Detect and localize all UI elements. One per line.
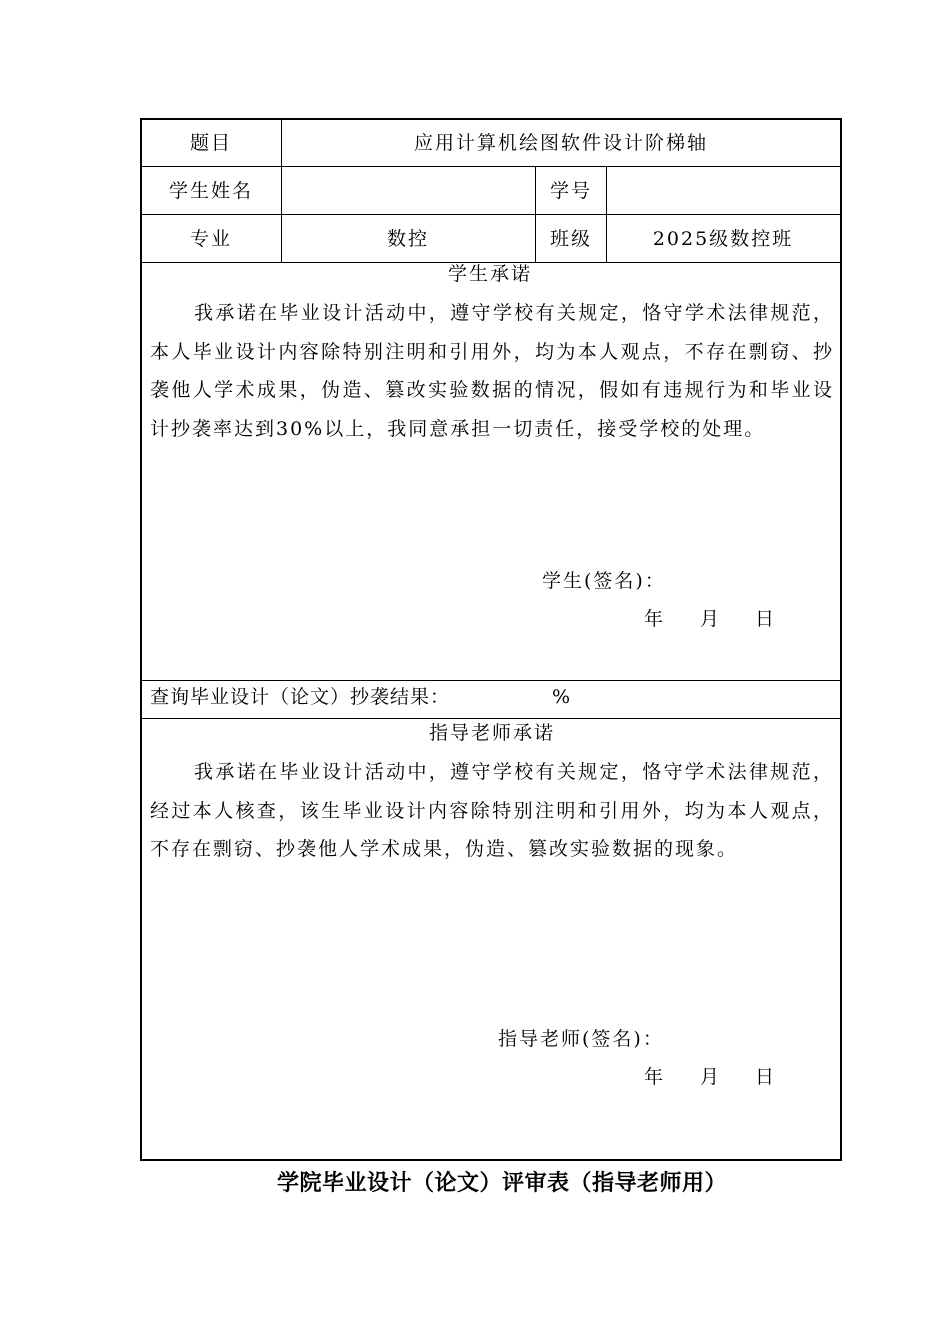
title-value: 应用计算机绘图软件设计阶梯轴 xyxy=(413,132,709,154)
advisor-pledge-heading: 指导老师承诺 xyxy=(428,722,556,744)
advisor-date-day: 日 xyxy=(755,1066,777,1088)
class-value: 2025级数控班 xyxy=(652,228,794,250)
student-name-field[interactable] xyxy=(308,182,508,204)
row-divider xyxy=(141,718,841,719)
student-id-label: 学号 xyxy=(549,180,593,202)
student-name-label: 学生姓名 xyxy=(168,180,254,202)
review-form-title: 学院毕业设计（论文）评审表（指导老师用） xyxy=(276,1171,727,1196)
major-label: 专业 xyxy=(189,228,233,250)
plagiarism-result-unit: % xyxy=(552,686,573,708)
advisor-pledge-body: 我承诺在毕业设计活动中，遵守学校有关规定，恪守学术法律规范，经过本人核查，该生毕业设计内容除特别注明和引用外，均为本人观点，不存在剽窃、抄袭他人学术成果，伪造、篡改实验数据的现象。 xyxy=(150,761,834,860)
row-divider xyxy=(141,166,841,167)
advisor-signature-label: 指导老师(签名)： xyxy=(498,1028,664,1050)
title-label: 题目 xyxy=(189,132,233,154)
row-divider xyxy=(141,680,841,681)
column-divider xyxy=(281,120,282,262)
student-id-field[interactable] xyxy=(633,182,813,204)
student-pledge-heading: 学生承诺 xyxy=(447,263,533,285)
student-pledge-body: 我承诺在毕业设计活动中，遵守学校有关规定，恪守学术法律规范，本人毕业设计内容除特别注明和引用外，均为本人观点，不存在剽窃、抄袭他人学术成果，伪造、篡改实验数据的情况，假如有违规行为和毕业设计抄袭率达到30%以上，我同意承担一切责任，接受学校的处理。 xyxy=(150,302,834,440)
student-signature-label: 学生(签名)： xyxy=(542,570,666,592)
student-date-day: 日 xyxy=(755,608,777,630)
plagiarism-result-label: 查询毕业设计（论文）抄袭结果： xyxy=(150,686,451,708)
student-date-year: 年 xyxy=(644,608,666,630)
student-date-month: 月 xyxy=(700,608,722,630)
advisor-date-month: 月 xyxy=(700,1066,722,1088)
column-divider xyxy=(606,167,607,262)
column-divider xyxy=(535,167,536,262)
advisor-date-year: 年 xyxy=(644,1066,666,1088)
row-divider xyxy=(141,214,841,215)
major-value: 数控 xyxy=(386,228,430,250)
class-label: 班级 xyxy=(549,228,593,250)
